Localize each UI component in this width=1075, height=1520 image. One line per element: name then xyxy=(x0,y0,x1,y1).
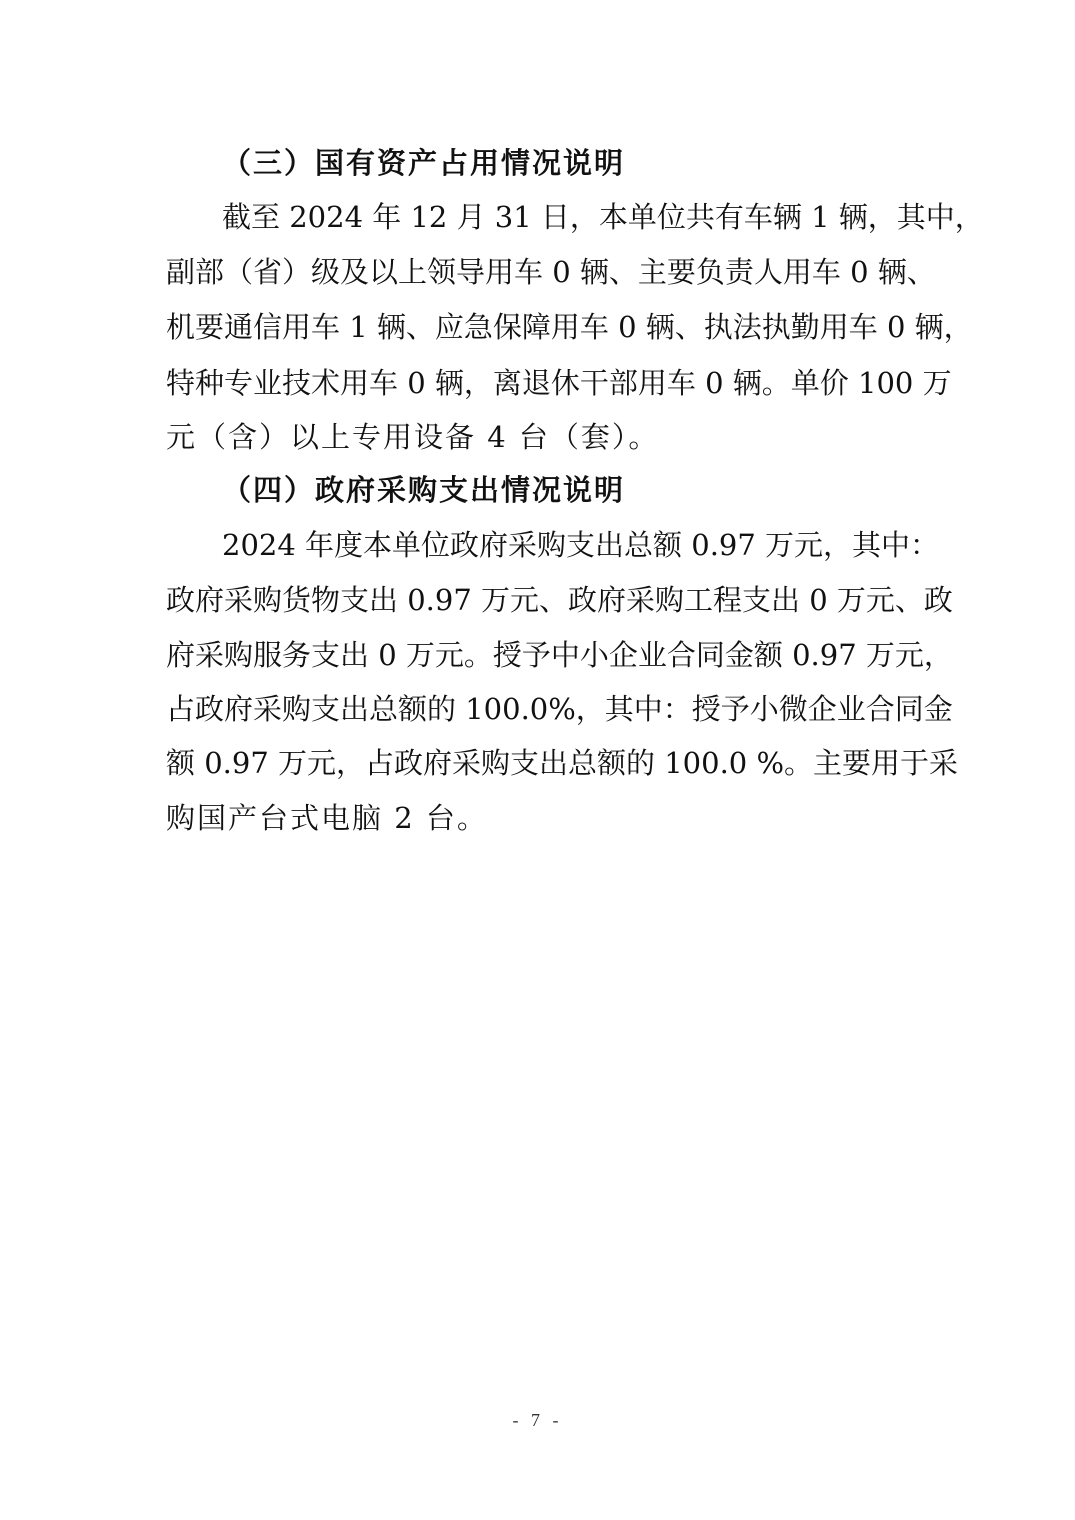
paragraph-line: 政府采购货物支出 0.97 万元、政府采购工程支出 0 万元、政 xyxy=(166,583,953,617)
paragraph-line: 2024 年度本单位政府采购支出总额 0.97 万元，其中： xyxy=(222,528,940,562)
paragraph-line: 特种专业技术用车 0 辆，离退休干部用车 0 辆。单价 100 万 xyxy=(166,366,952,400)
paragraph-line: 府采购服务支出 0 万元。授予中小企业合同金额 0.97 万元， xyxy=(166,638,953,672)
section-heading-procurement: （四）政府采购支出情况说明 xyxy=(222,473,626,507)
section-heading-state-assets: （三）国有资产占用情况说明 xyxy=(222,146,626,180)
paragraph-line: 截至 2024 年 12 月 31 日，本单位共有车辆 1 辆，其中， xyxy=(222,200,984,234)
paragraph-line: 机要通信用车 1 辆、应急保障用车 0 辆、执法执勤用车 0 辆， xyxy=(166,310,973,344)
paragraph-line: 副部（省）级及以上领导用车 0 辆、主要负责人用车 0 辆、 xyxy=(166,255,936,289)
paragraph-line: 购国产台式电脑 2 台。 xyxy=(166,801,488,835)
page-number: - 7 - xyxy=(512,1410,563,1430)
paragraph-line: 元（含）以上专用设备 4 台（套）。 xyxy=(166,420,660,454)
paragraph-line: 占政府采购支出总额的 100.0%，其中：授予小微企业合同金 xyxy=(166,692,953,726)
paragraph-line: 额 0.97 万元，占政府采购支出总额的 100.0 %。主要用于采 xyxy=(166,746,959,780)
